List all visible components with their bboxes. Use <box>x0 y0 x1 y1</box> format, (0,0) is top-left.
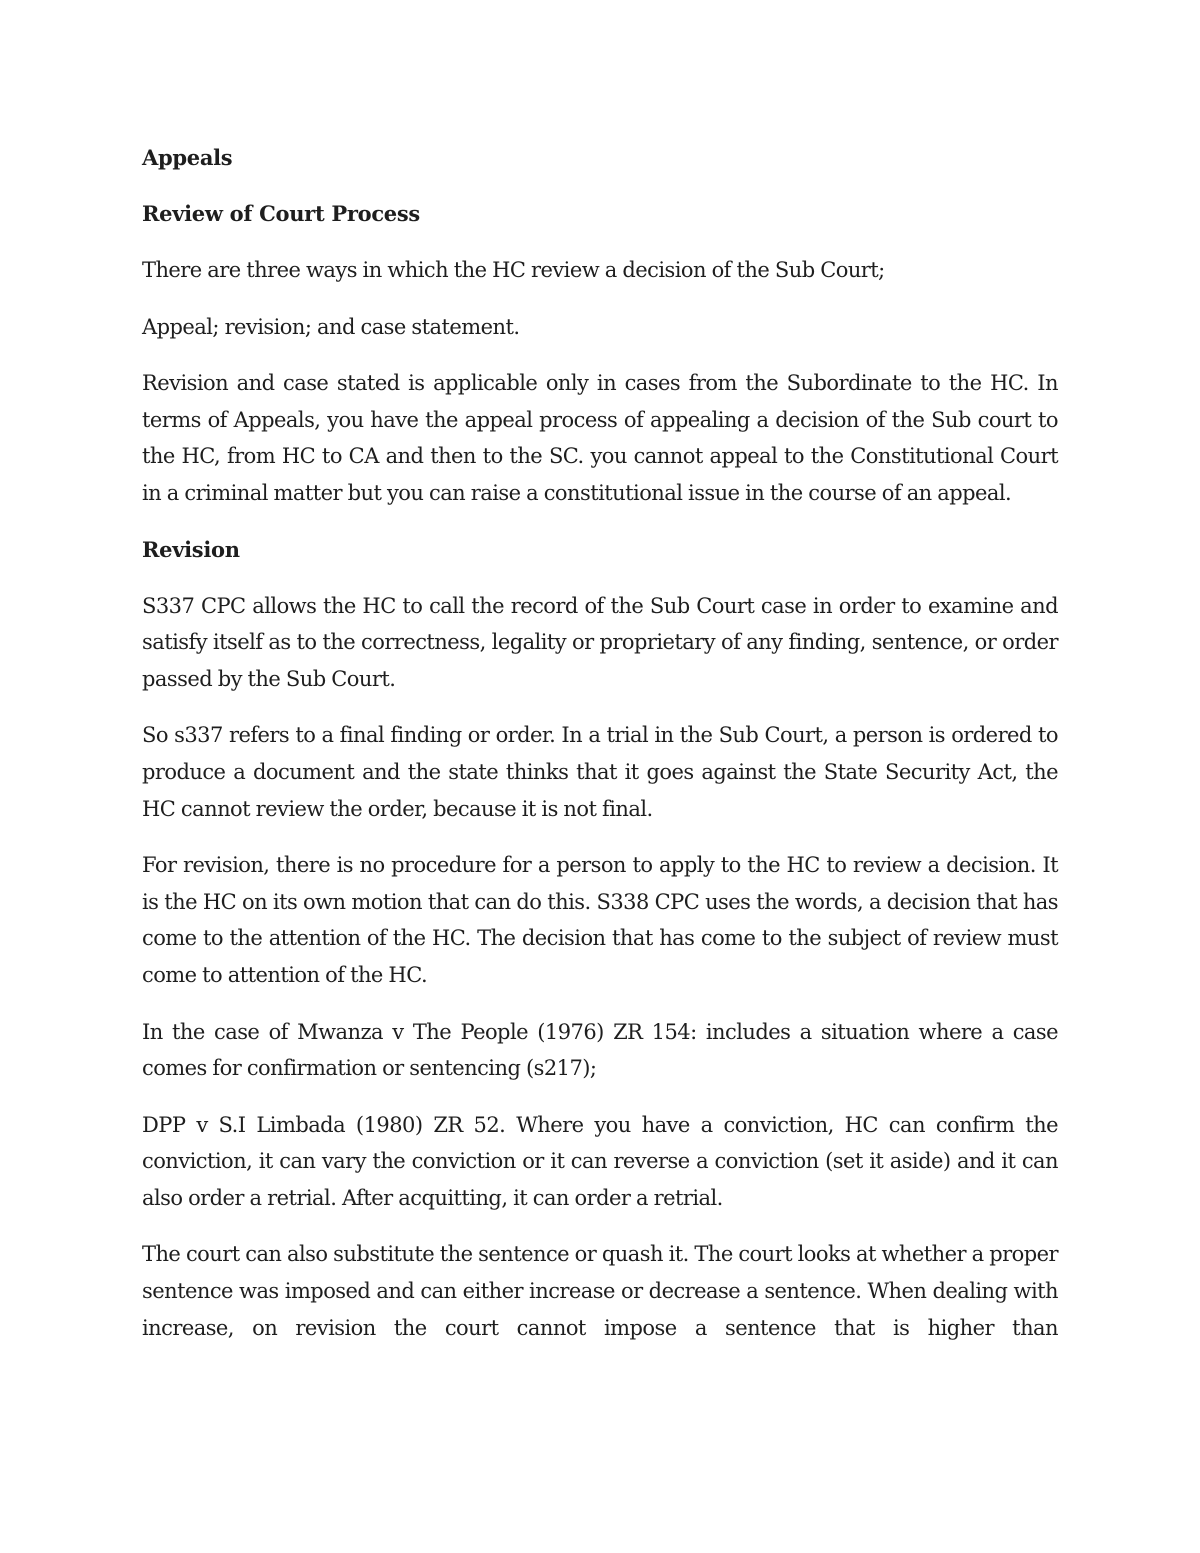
section-heading-revision: Revision <box>142 536 240 562</box>
paragraph-4: S337 CPC allows the HC to call the record of the Sub Court case in order to examine and satisfy itself as to the correctness, legality or proprietary of any finding, sentence, or order passed by the Sub Court. <box>142 593 1058 691</box>
paragraph-5: So s337 refers to a final finding or order. In a trial in the Sub Court, a person is ordered to produce a document and the state thinks that it goes against the State Security Act, the HC cannot review the order, because it is not final. <box>142 723 1058 821</box>
paragraph-2: Appeal; revision; and case statement. <box>142 314 520 339</box>
document-page <box>142 140 1058 1366</box>
paragraph-8: DPP v S.I Limbada (1980) ZR 52. Where you have a conviction, HC can confirm the conviction, it can vary the conviction or it can reverse a conviction (set it aside) and it can also order a retrial. After acquitting, it can order a retrial. <box>142 1112 1058 1210</box>
paragraph-1: There are three ways in which the HC review a decision of the Sub Court; <box>142 258 885 282</box>
paragraph-7: In the case of Mwanza v The People (1976) ZR 154: includes a situation where a case comes for confirmation or sentencing (s217); <box>142 1019 1058 1081</box>
paragraph-9: The court can also substitute the sentence or quash it. The court looks at whether a proper sentence was imposed and can either increase or decrease a sentence. When dealing with increase, on revision the court cannot impose a sentence that is higher than <box>142 1242 1058 1340</box>
document-title: Appeals <box>142 145 233 170</box>
paragraph-3: Revision and case stated is applicable only in cases from the Subordinate to the HC. In terms of Appeals, you have the appeal process of appealing a decision of the Sub court to the HC, from HC to CA and then to the SC. you cannot appeal to the Constitutional Court in a criminal matter but you can raise a constitutional issue in the course of an appeal. <box>142 371 1058 505</box>
section-heading-review: Review of Court Process <box>142 201 420 226</box>
paragraph-6: For revision, there is no procedure for a person to apply to the HC to review a decision. It is the HC on its own motion that can do this. S338 CPC uses the words, a decision that has come to the attention of the HC. The decision that has come to the subject of review must come to attention of the HC. <box>142 853 1058 987</box>
